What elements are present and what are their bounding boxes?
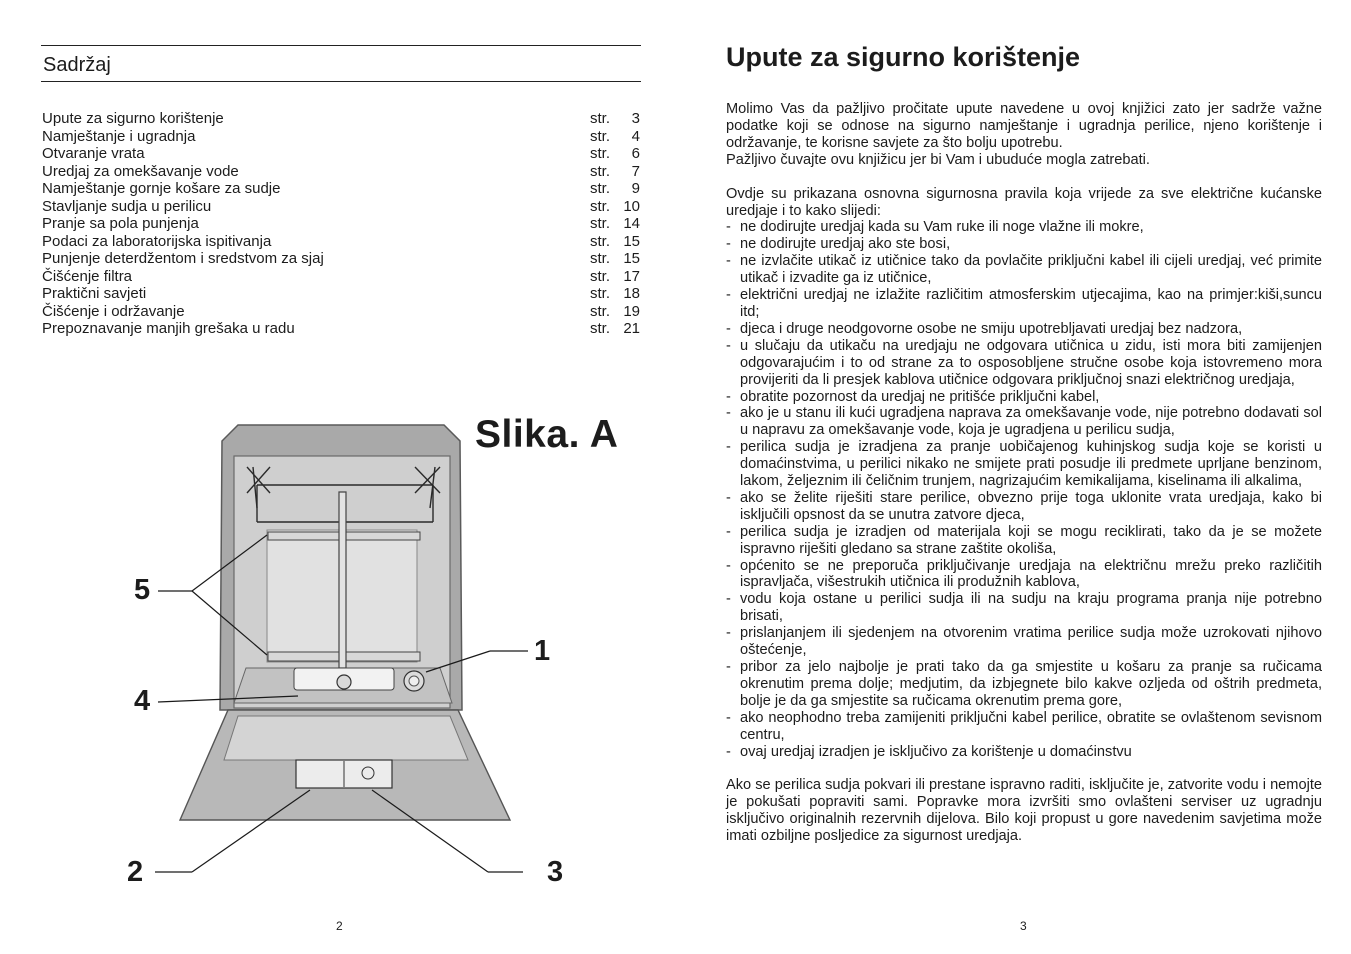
toc-label: Praktični savjeti [42, 285, 147, 302]
toc-row [42, 128, 640, 146]
safety-rule: - obratite pozornost da uredjaj ne pritišće priključni kabel, [726, 389, 1322, 406]
safety-rule: - ne dodirujte uredjaj ako ste bosi, [726, 236, 1322, 253]
page-number-right: 3 [1020, 919, 1027, 933]
toc-row [42, 250, 640, 268]
toc-label: Otvaranje vrata [42, 145, 145, 162]
toc-row [42, 110, 640, 128]
callout-2: 2 [127, 856, 144, 888]
contents-title: Sadržaj [43, 54, 111, 76]
toc-label: Punjenje deterdžentom i sredstvom za sjaj [42, 250, 324, 267]
toc-row [42, 285, 640, 303]
safety-rules-list [726, 219, 1322, 760]
toc-str: str. [590, 127, 611, 145]
toc-row [42, 145, 640, 163]
toc-str: str. [590, 162, 611, 180]
toc-label: Stavljanje sudja u perilicu [42, 197, 212, 215]
figure-title: Slika. A [475, 413, 619, 456]
toc-label: Namještanje i ugradnja [42, 127, 196, 145]
toc-page-number: 21 [623, 320, 640, 337]
safety-heading: Upute za sigurno korištenje [726, 42, 1081, 72]
toc-label: Upute za sigurno korištenje [42, 110, 224, 127]
dishwasher-illustration [110, 400, 650, 900]
safety-rule: - ako se želite riješiti stare perilice, obvezno prije toga uklonite vrata uredjaja, kako bi isključili opsnost da se unutra zatvore djeca, [726, 490, 1322, 524]
toc-page-number: 14 [623, 215, 640, 232]
toc-row [42, 303, 640, 321]
safety-rule: - djeca i druge neodgovorne osobe ne smiju upotrebljavati uredjaj bez nadzora, [726, 321, 1322, 338]
toc-page-number: 18 [623, 285, 640, 302]
rules-intro: Ovdje su prikazana osnovna sigurnosna pravila koja vrijede za sve električne kućanske uredjaje i to kako slijedi: [726, 185, 1322, 219]
figure-a [110, 400, 650, 900]
closing-paragraph: Ako se perilica sudja pokvari ili prestane ispravno raditi, isključite je, zatvorite vodu i nemojte je pokušati popraviti sami. Popravke mora izvršiti smo ovlašteni serviser uz ugradnju isključivo originalnih rezervnih dijelova. Bilo koji propust u gore navedenim savjetima može imati ozbiljne posljedice za sigurnost uredjaja. [726, 777, 1322, 845]
safety-rule: - perilica sudja je izradjena za pranje uobičajenog kuhinjskog sudja koje se koristi u domaćinstvima, u perilici nikako ne smijete prati posudje ili predmete uprljane benzinom, lakom, željeznim ili čeličnim trunjem, nagrizajućim kemikalijama, kiselinama ili alkalima, [726, 439, 1322, 490]
toc-str: str. [590, 232, 611, 250]
toc-row [42, 163, 640, 181]
toc-str: str. [590, 267, 611, 285]
toc-page-number: 7 [631, 162, 640, 180]
toc-label: Namještanje gornje košare za sudje [42, 180, 281, 197]
toc-page-number: 3 [631, 110, 640, 127]
safety-rule: - ovaj uredjaj izradjen je isključivo za korištenje u domaćinstvu [726, 744, 1322, 761]
safety-rule: - vodu koja ostane u perilici sudja ili na sudju na kraju programa pranja nije potrebno brisati, [726, 591, 1322, 625]
toc-row [42, 198, 640, 216]
safety-rule: - u slučaju da utikaču na uredjaju ne odgovara utičnica u zidu, isti mora biti zamijenjen odgovarajućim i to od strane za to osposobljene stručne osobe koja istovremeno mora provijeriti da li presjek kablova utičnice odgovara priključnoj snazi električnog uredjaja, [726, 338, 1322, 389]
toc-row [42, 268, 640, 286]
toc-row [42, 320, 640, 338]
intro-paragraph: Molimo Vas da pažljivo pročitate upute navedene u ovoj knjižici zato jer sadrže važne podatke koji se odnose na sigurno namještanje i ugradnja perilice, njeno korištenje i održavanje, te korisne savjete za što bolju upotrebu. [726, 101, 1322, 151]
toc-str: str. [590, 145, 611, 162]
toc-row [42, 215, 640, 233]
toc-str: str. [590, 180, 611, 197]
safety-rule: - perilica sudja je izradjen od materijala koji se mogu reciklirati, tako da je se možete ispravno riješiti gledano sa strane zaštite okoliša, [726, 524, 1322, 558]
toc-label: Pranje sa pola punjenja [42, 215, 199, 232]
toc-row [42, 233, 640, 251]
callout-4: 4 [134, 685, 151, 717]
toc-label: Čišćenje i održavanje [42, 302, 185, 320]
safety-rule: - ne izvlačite utikač iz utičnice tako da povlačite priključni kabel ili cijeli uredjaj, već primite utikač i izvadite ga iz utičnice, [726, 253, 1322, 287]
callout-1: 1 [534, 635, 551, 667]
callout-3: 3 [547, 856, 564, 888]
safety-rule: - prislanjanjem ili sjedenjem na otvorenim vratima perilice sudja može uzrokovati njihovo oštećenje, [726, 625, 1322, 659]
toc-str: str. [590, 302, 611, 320]
safety-rule: - ako neophodno treba zamijeniti priključni kabel perilice, obratite se ovlaštenom sevisnom centru, [726, 710, 1322, 744]
toc-page-number: 9 [631, 180, 640, 197]
toc-str: str. [590, 250, 611, 267]
callout-5: 5 [134, 574, 151, 606]
toc-page-number: 6 [631, 145, 640, 162]
contents-header [41, 45, 641, 82]
toc-page-number: 4 [631, 127, 640, 145]
toc-label: Uredjaj za omekšavanje vode [42, 162, 239, 180]
safety-rule: - ako je u stanu ili kući ugradjena naprava za omekšavanje vode, nije potrebno dodavati sol u napravu za omekšavanje vode, koja je ugradjena u perilicu sudja, [726, 405, 1322, 439]
page-number-left: 2 [336, 919, 343, 933]
safety-rule: - općenito se ne preporuča priključivanje uredjaja na električnu mrežu preko različitih ispravljača, višestrukih utičnica ili produžnih kablova, [726, 558, 1322, 592]
toc-str: str. [590, 215, 611, 232]
toc-page-number: 19 [623, 302, 640, 320]
toc-label: Čišćenje filtra [42, 267, 133, 285]
toc-row [42, 180, 640, 198]
toc-page-number: 15 [623, 232, 640, 250]
right-page [676, 0, 1351, 954]
intro-paragraph-keep: Pažljivo čuvajte ovu knjižicu jer bi Vam i ubuduće mogla zatrebati. [726, 151, 1150, 168]
toc-page-number: 17 [623, 267, 640, 285]
safety-rule: - pribor za jelo najbolje je prati tako da ga smjestite u košaru za pranje sa ručicama okrenutim prema dolje; medjutim, da izbjegnete bilo kakve ozljeda od oštrih predmeta, bolje je da ga smjestite sa ručicama okrenutim prema gore, [726, 659, 1322, 710]
toc-str: str. [590, 285, 611, 302]
toc-page-number: 10 [623, 197, 640, 215]
toc-str: str. [590, 320, 611, 337]
toc-str: str. [590, 197, 611, 215]
toc-label: Prepoznavanje manjih grešaka u radu [42, 320, 295, 337]
table-of-contents [42, 110, 640, 338]
toc-page-number: 15 [623, 250, 640, 267]
safety-rule: - električni uredjaj ne izlažite različitim atmosferskim utjecajima, kao na primjer:kiši,suncu itd; [726, 287, 1322, 321]
toc-label: Podaci za laboratorijska ispitivanja [42, 232, 272, 250]
toc-str: str. [590, 110, 611, 127]
safety-rule: - ne dodirujte uredjaj kada su Vam ruke ili noge vlažne ili mokre, [726, 219, 1322, 236]
safety-text [726, 101, 1322, 845]
